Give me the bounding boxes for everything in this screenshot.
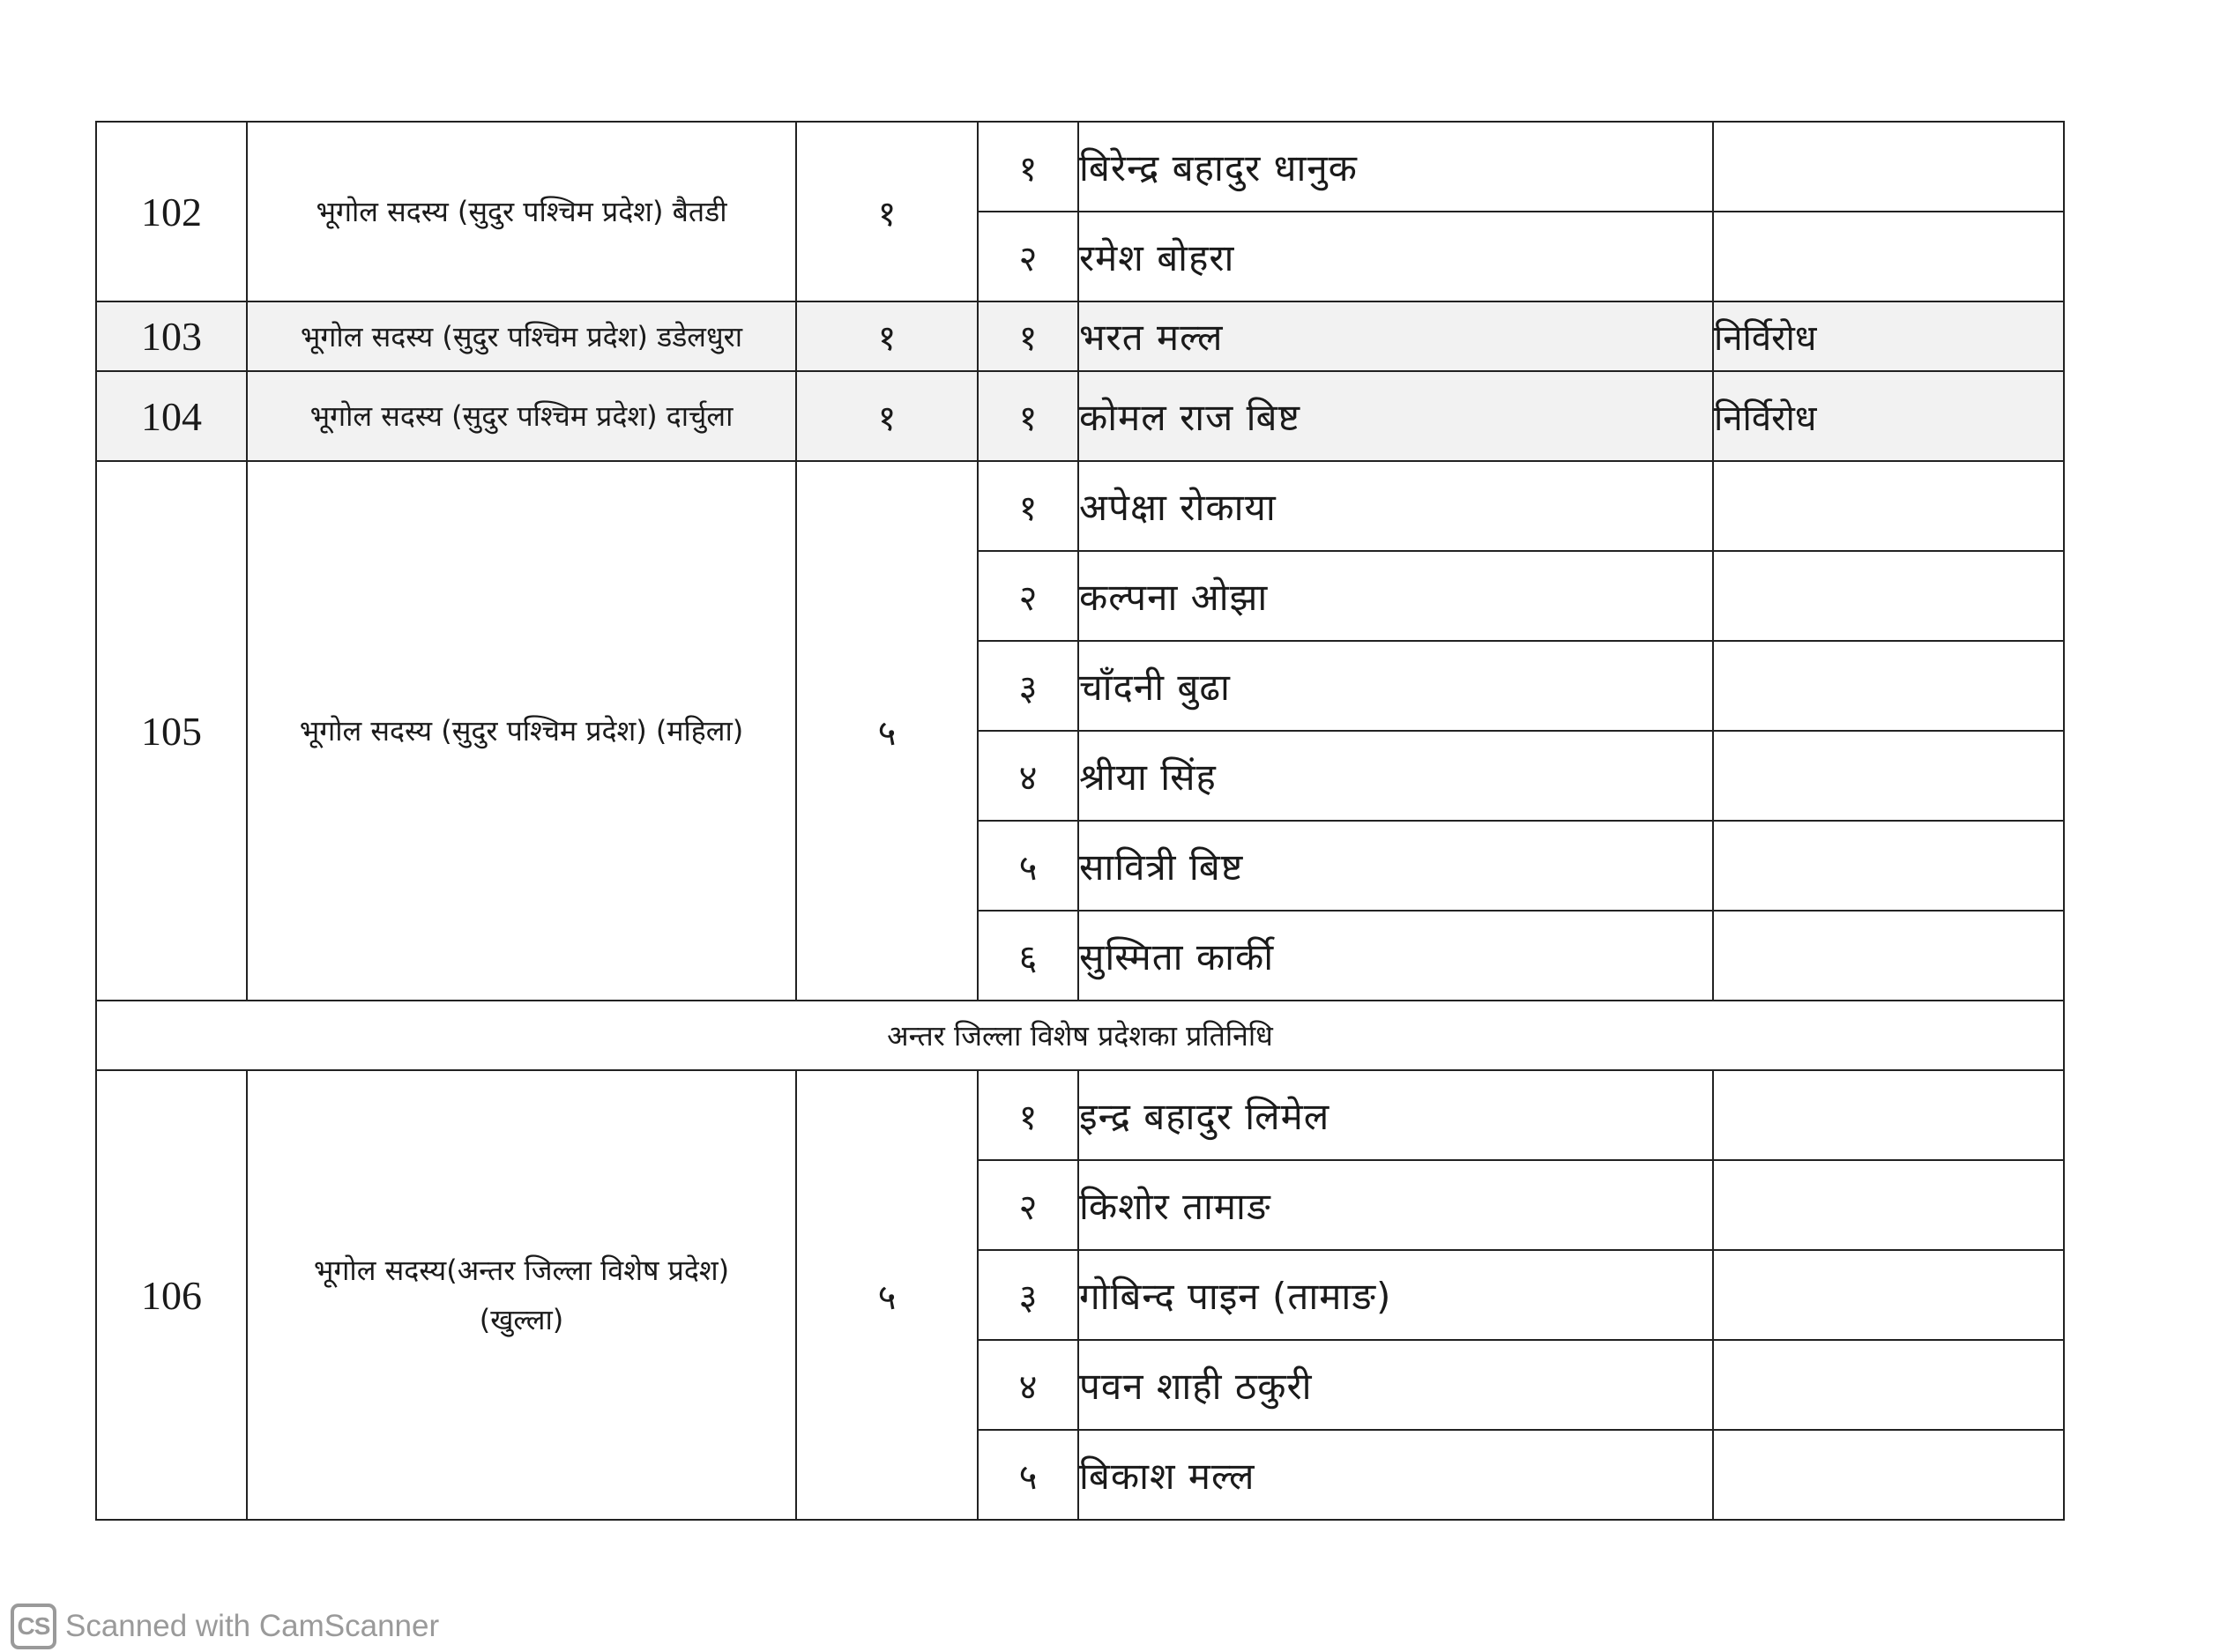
candidate-name-cell: गोबिन्द पाइन (तामाङ)	[1078, 1250, 1713, 1340]
serial-cell: ३	[978, 641, 1078, 731]
serial-cell: ४	[978, 731, 1078, 821]
candidate-name-cell: कोमल राज बिष्ट	[1078, 371, 1713, 461]
remark-cell	[1713, 1160, 2064, 1250]
seat-count-cell: १	[796, 371, 978, 461]
camscanner-watermark	[11, 1601, 439, 1652]
candidate-name-cell: अपेक्षा रोकाया	[1078, 461, 1713, 551]
remark-cell	[1713, 641, 2064, 731]
remark-cell	[1713, 461, 2064, 551]
post-title-cell: भूगोल सदस्य (सुदुर पश्चिम प्रदेश) बैतडी	[247, 122, 796, 301]
post-title-cell: भूगोल सदस्य (सुदुर पश्चिम प्रदेश) (महिला)	[247, 461, 796, 1001]
remark-cell	[1713, 1430, 2064, 1520]
post-title-line: भूगोल सदस्य(अन्तर जिल्ला विशेष प्रदेश)	[313, 1254, 730, 1287]
candidate-name-cell: बिरेन्द्र बहादुर धानुक	[1078, 122, 1713, 212]
candidate-name-cell: इन्द्र बहादुर लिमेल	[1078, 1070, 1713, 1160]
remark-cell	[1713, 212, 2064, 301]
post-title-line: (खुल्ला)	[479, 1303, 564, 1336]
post-number-cell: 102	[96, 122, 247, 301]
candidate-name-cell: चाँदनी बुढा	[1078, 641, 1713, 731]
remark-cell	[1713, 821, 2064, 911]
serial-cell: २	[978, 551, 1078, 641]
section-heading-row	[96, 1001, 2064, 1070]
remark-cell: निर्विरोध	[1713, 371, 2064, 461]
candidate-name-cell: पवन शाही ठकुरी	[1078, 1340, 1713, 1430]
remark-cell: निर्विरोध	[1713, 301, 2064, 371]
candidate-name-cell: रमेश बोहरा	[1078, 212, 1713, 301]
remark-cell	[1713, 1070, 2064, 1160]
post-title-cell: भूगोल सदस्य (सुदुर पश्चिम प्रदेश) डडेलधुरा	[247, 301, 796, 371]
seat-count-cell: ५	[796, 1070, 978, 1520]
candidate-name-cell: सावित्री बिष्ट	[1078, 821, 1713, 911]
section-heading: अन्तर जिल्ला विशेष प्रदेशका प्रतिनिधि	[96, 1001, 2064, 1070]
post-number-cell: 103	[96, 301, 247, 371]
serial-cell: १	[978, 1070, 1078, 1160]
table-row	[96, 371, 2064, 461]
candidate-name-cell: श्रीया सिंह	[1078, 731, 1713, 821]
remark-cell	[1713, 911, 2064, 1001]
serial-cell: १	[978, 301, 1078, 371]
serial-cell: २	[978, 212, 1078, 301]
camscanner-logo-icon: CS	[11, 1604, 56, 1649]
remark-cell	[1713, 1340, 2064, 1430]
serial-cell: ३	[978, 1250, 1078, 1340]
post-title-cell	[247, 1070, 796, 1520]
serial-cell: ४	[978, 1340, 1078, 1430]
serial-cell: ५	[978, 821, 1078, 911]
post-number-cell: 106	[96, 1070, 247, 1520]
seat-count-cell: १	[796, 122, 978, 301]
serial-cell: १	[978, 461, 1078, 551]
serial-cell: १	[978, 371, 1078, 461]
table-row	[96, 122, 2064, 212]
candidate-name-cell: बिकाश मल्ल	[1078, 1430, 1713, 1520]
seat-count-cell: ५	[796, 461, 978, 1001]
post-number-cell: 105	[96, 461, 247, 1001]
candidate-name-cell: सुस्मिता कार्की	[1078, 911, 1713, 1001]
serial-cell: ५	[978, 1430, 1078, 1520]
candidate-name-cell: भरत मल्ल	[1078, 301, 1713, 371]
candidate-name-cell: किशोर तामाङ	[1078, 1160, 1713, 1250]
serial-cell: २	[978, 1160, 1078, 1250]
serial-cell: ६	[978, 911, 1078, 1001]
remark-cell	[1713, 1250, 2064, 1340]
table-row	[96, 301, 2064, 371]
remark-cell	[1713, 122, 2064, 212]
table-row	[96, 461, 2064, 551]
candidate-table	[95, 121, 2065, 1521]
post-title-cell: भूगोल सदस्य (सुदुर पश्चिम प्रदेश) दार्चुला	[247, 371, 796, 461]
candidate-name-cell: कल्पना ओझा	[1078, 551, 1713, 641]
serial-cell: १	[978, 122, 1078, 212]
seat-count-cell: १	[796, 301, 978, 371]
watermark-text: Scanned with CamScanner	[65, 1609, 440, 1643]
table-row	[96, 1070, 2064, 1160]
remark-cell	[1713, 731, 2064, 821]
remark-cell	[1713, 551, 2064, 641]
post-number-cell: 104	[96, 371, 247, 461]
